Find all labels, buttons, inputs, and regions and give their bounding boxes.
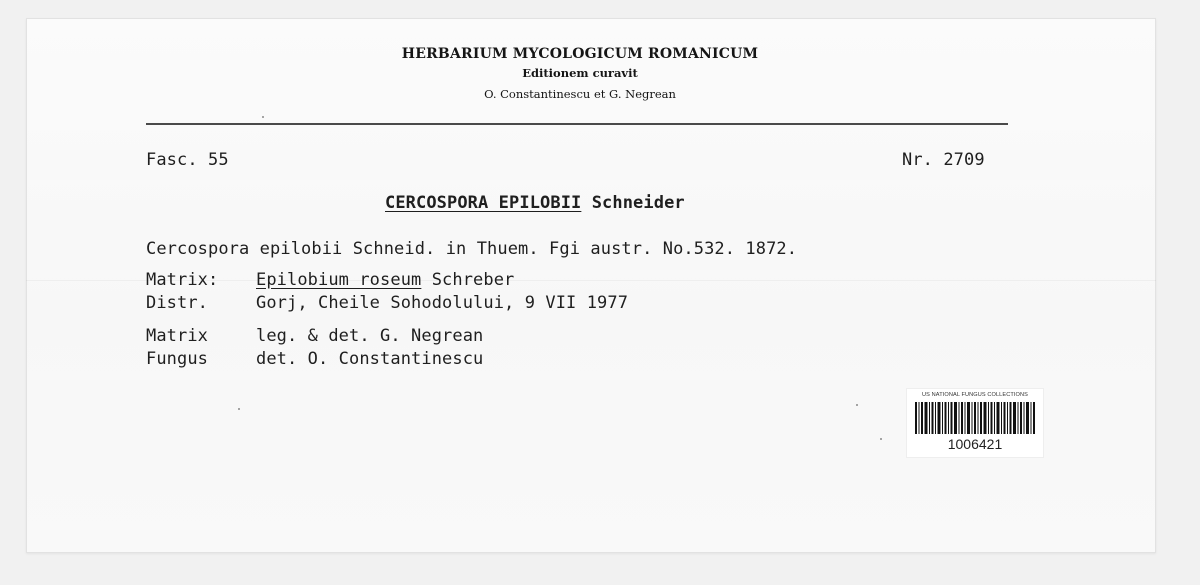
herbarium-editors: O. Constantinescu et G. Negrean — [484, 87, 676, 101]
matrix-label: Matrix: — [146, 270, 219, 290]
distribution-row — [146, 293, 628, 313]
paper-speck — [880, 438, 882, 440]
host-author: Schreber — [431, 270, 515, 290]
herbarium-title: HERBARIUM MYCOLOGICUM ROMANICUM — [401, 46, 759, 62]
label-header — [150, 45, 1010, 103]
paper-speck — [238, 408, 240, 410]
determiner-row — [146, 349, 483, 369]
distribution-value: Gorj, Cheile Sohodolului, 9 VII 1977 — [256, 293, 629, 313]
barcode-caption: US NATIONAL FUNGUS COLLECTIONS — [922, 392, 1028, 398]
species-name: CERCOSPORA EPILOBII — [385, 193, 582, 213]
matrix-row — [146, 270, 514, 290]
paper-speck — [856, 404, 858, 406]
determiner-value: det. O. Constantinescu — [256, 349, 484, 369]
collector-row — [146, 326, 483, 346]
header-divider — [146, 123, 1008, 125]
determiner-label: Fungus — [146, 349, 209, 369]
paper-speck — [262, 116, 264, 118]
host-name: Epilobium roseum — [256, 270, 422, 290]
barcode-label — [906, 388, 1044, 458]
barcode-number: 1006421 — [947, 436, 1003, 452]
specimen-number: Nr. 2709 — [902, 150, 985, 170]
nomenclature-reference: Cercospora epilobii Schneid. in Thuem. Fgi austr. No.532. 1872. — [146, 239, 798, 259]
barcode-icon — [915, 402, 1035, 434]
collector-label: Matrix — [146, 326, 209, 346]
herbarium-subtitle: Editionem curavit — [522, 66, 638, 80]
species-author: Schneider — [591, 193, 685, 213]
fascicle-number: Fasc. 55 — [146, 150, 229, 170]
distribution-label: Distr. — [146, 293, 209, 313]
species-heading — [385, 193, 685, 213]
collector-value: leg. & det. G. Negrean — [256, 326, 484, 346]
